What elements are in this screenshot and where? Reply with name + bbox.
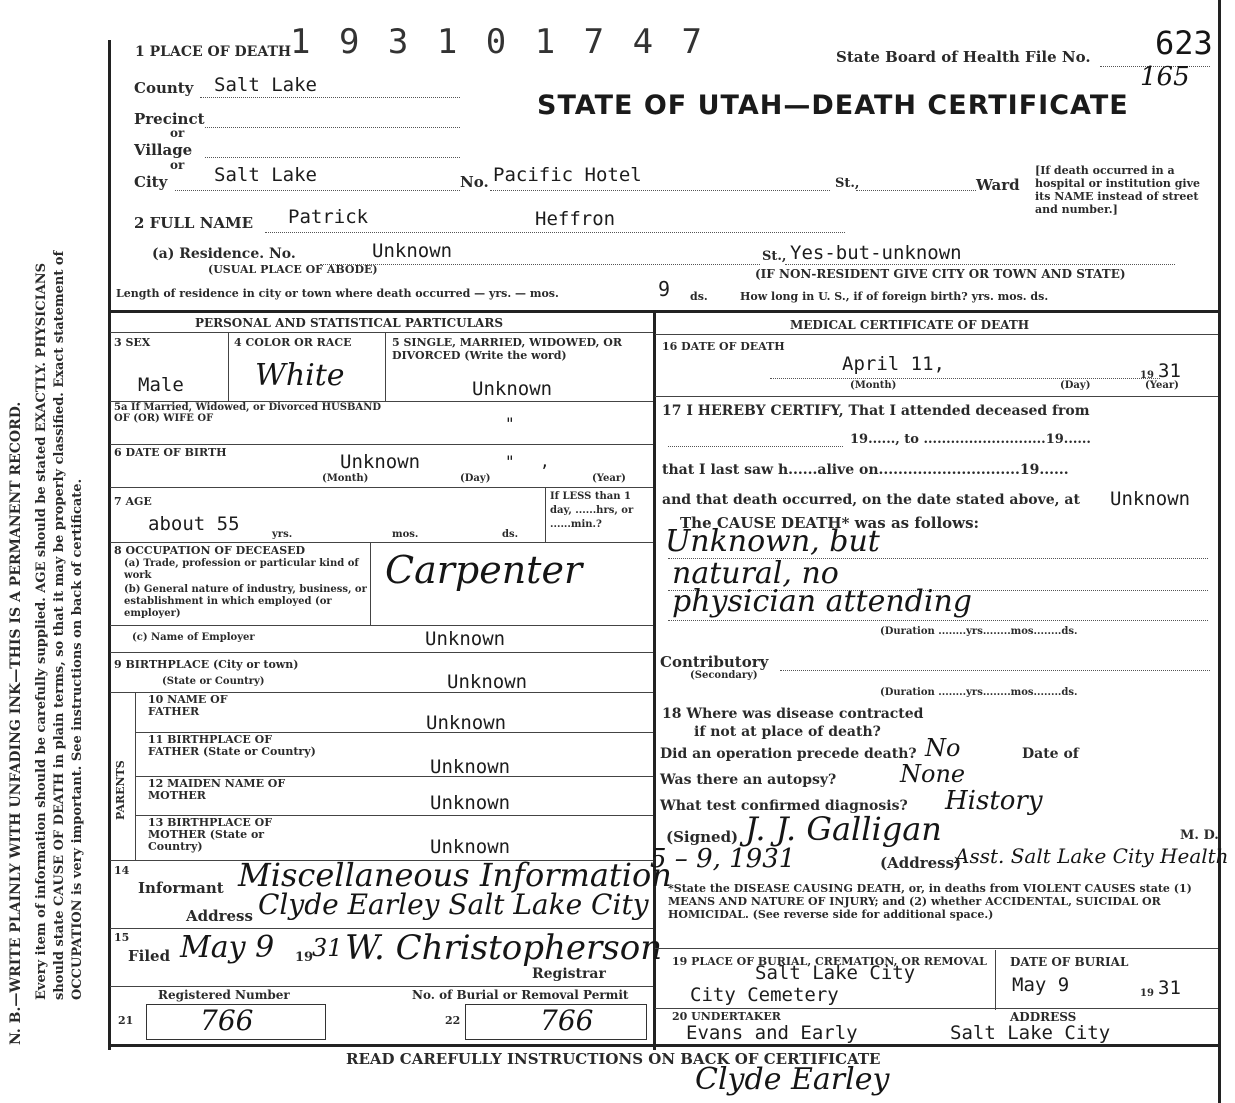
registered-number-label: Registered Number [158, 988, 290, 1002]
filed-date-value: May 9 [180, 930, 275, 965]
ward-label: Ward [976, 176, 1020, 194]
side-notice-line2: Every item of information should be carefully supplied. AGE should be stated EXACTLY. PHYSICIANS [34, 262, 49, 1000]
street-no-label: No. [460, 173, 489, 191]
spouse-label: 5a If Married, Widowed, or Divorced HUSBAND OF (OR) WIFE OF [114, 402, 382, 424]
side-notice-ink: N. B.—WRITE PLAINLY WITH UNFADING INK—THIS IS A PERMANENT RECORD. [8, 401, 24, 1045]
father-birthplace-label: 11 BIRTHPLACE OF FATHER (State or Country) [148, 733, 316, 758]
signed-date-value: 5 – 9, 1931 [650, 844, 796, 874]
full-name-label: 2 FULL NAME [134, 214, 254, 232]
bottom-border [108, 1044, 1220, 1047]
birthplace-value: Unknown [447, 671, 528, 693]
filed-year-value: 31 [312, 934, 343, 962]
footer-instructions: READ CAREFULLY INSTRUCTIONS ON BACK OF CERTIFICATE [346, 1050, 881, 1068]
personal-section-title: PERSONAL AND STATISTICAL PARTICULARS [195, 316, 504, 330]
burial-place-label: 19 PLACE OF BURIAL, CREMATION, OR REMOVAL [672, 955, 987, 968]
age-label: 7 AGE [114, 495, 152, 508]
signed-address-value: Asst. Salt Lake City Health [955, 844, 1229, 868]
residence-street-value: Yes-but-unknown [790, 242, 962, 264]
spouse-value: " [505, 414, 515, 433]
undertaker-address-value: Salt Lake City [950, 1022, 1111, 1044]
occupation-value: Carpenter [385, 548, 583, 592]
residence-number-value: Unknown [372, 240, 453, 262]
year-of-death-value: 31 [1158, 360, 1181, 382]
first-name-value: Patrick [288, 206, 369, 228]
medical-section-title: MEDICAL CERTIFICATE OF DEATH [790, 318, 1030, 332]
side-notice-line3: should state CAUSE OF DEATH in plain terms, so that it may be properly classified. Exact statement of [52, 250, 67, 1000]
test-value: History [945, 786, 1043, 816]
sex-label: 3 SEX [114, 336, 151, 349]
burial-date-label: DATE OF BURIAL [1010, 955, 1129, 969]
mother-birthplace-value: Unknown [430, 836, 511, 858]
undertaker-label: 20 UNDERTAKER [672, 1010, 781, 1023]
date-of-death-value: April 11, [842, 353, 945, 375]
employer-value: Unknown [425, 628, 506, 650]
death-occurred-label: and that death occurred, on the date stated above, at [662, 492, 1080, 508]
burial-year-value: 31 [1158, 977, 1181, 999]
operation-value: No [925, 734, 961, 762]
certify-label: 17 I HEREBY CERTIFY, That I attended deceased from [662, 403, 1090, 419]
sex-value: Male [138, 374, 184, 396]
informant-label: Informant [138, 879, 224, 897]
contributory-label: Contributory [660, 653, 769, 671]
place-of-death-label: 1 PLACE OF DEATH [135, 44, 292, 60]
burial-permit-label: No. of Burial or Removal Permit [412, 988, 629, 1002]
mother-value: Unknown [430, 792, 511, 814]
cause-line-1: Unknown, but [665, 524, 880, 559]
autopsy-value: None [900, 760, 966, 788]
right-border [1218, 0, 1221, 1103]
test-label: What test confirmed diagnosis? [660, 798, 908, 814]
stamp-number: 1 9 3 1 0 1 7 4 7 [290, 22, 706, 62]
precinct-label: Precinct [134, 110, 205, 128]
filed-label: Filed [128, 947, 171, 965]
left-border [108, 40, 111, 1050]
informant-value: Miscellaneous Information [238, 856, 672, 894]
length-days-value: 9 [658, 277, 671, 301]
registrar-signature: W. Christopherson [345, 928, 663, 968]
undertaker-value: Evans and Early [686, 1022, 858, 1044]
last-saw-label: that I last saw h......alive on.............................19...... [662, 462, 1069, 478]
registered-number-value: 766 [200, 1004, 254, 1037]
dob-value: Unknown [340, 451, 421, 473]
footer-signature: Clyde Earley [695, 1062, 890, 1097]
operation-label: Did an operation precede death? [660, 746, 917, 762]
certificate-title: STATE OF UTAH—DEATH CERTIFICATE [537, 90, 1129, 121]
hospital-note: [If death occurred in a hospital or institution give its NAME instead of street and number.] [1035, 164, 1200, 216]
county-value: Salt Lake [214, 74, 317, 96]
father-value: Unknown [426, 712, 507, 734]
employer-label: (c) Name of Employer [132, 632, 255, 643]
last-name-value: Heffron [535, 208, 616, 230]
marital-label: 5 SINGLE, MARRIED, WIDOWED, OR DIVORCED (Write the word) [392, 336, 623, 362]
file-number-sub: 165 [1140, 62, 1190, 92]
dob-label: 6 DATE OF BIRTH [114, 446, 227, 459]
marital-value: Unknown [472, 378, 553, 400]
age-value: about 55 [148, 513, 240, 535]
occupation-label: 8 OCCUPATION OF DECEASED [114, 544, 306, 557]
signed-address-label: (Address) [880, 854, 962, 872]
section-divider-top [108, 310, 1220, 313]
signed-value: J. J. Galligan [745, 810, 942, 848]
side-notice-line4: OCCUPATION is very important. See instructions on back of certificate. [70, 478, 85, 1000]
city-value: Salt Lake [214, 164, 317, 186]
registrar-label: Registrar [532, 966, 606, 982]
village-label: Village [134, 141, 193, 159]
street-address-value: Pacific Hotel [493, 164, 642, 186]
mother-birthplace-label: 13 BIRTHPLACE OF MOTHER (State or Country) [148, 816, 273, 853]
file-no-label: State Board of Health File No. [836, 48, 1091, 66]
father-label: 10 NAME OF FATHER [148, 693, 228, 718]
birthplace-label: 9 BIRTHPLACE (City or town) [114, 658, 299, 671]
undertaker-address-label: ADDRESS [1010, 1010, 1077, 1024]
burial-date-value: May 9 [1012, 974, 1070, 996]
signed-label: (Signed) [666, 828, 739, 846]
burial-place-value-1: Salt Lake City [755, 962, 916, 984]
parents-label: PARENTS [114, 760, 127, 820]
length-residence-label: Length of residence in city or town where death occurred — yrs. — mos. [116, 287, 559, 300]
cause-line-3: physician attending [672, 584, 972, 619]
file-number: 623 [1155, 24, 1213, 62]
cause-instruction-note: *State the DISEASE CAUSING DEATH, or, in deaths from VIOLENT CAUSES state (1) MEANS AND NATURE OF INJURY; and (2) whether ACCIDENTAL, SUICIDAL OR HOMICIDAL. (See reverse side for additional space.) [668, 882, 1192, 921]
color-value: White [255, 358, 345, 393]
color-label: 4 COLOR OR RACE [234, 336, 352, 349]
cause-label: The CAUSE DEATH* was as follows: [680, 514, 980, 532]
q18-label: 18 Where was disease contracted [662, 706, 924, 722]
informant-address-value: Clyde Earley Salt Lake City [258, 888, 649, 921]
mother-label: 12 MAIDEN NAME OF MOTHER [148, 777, 286, 802]
county-label: County [134, 79, 194, 97]
residence-label: (a) Residence. No. [152, 246, 296, 262]
date-of-death-label: 16 DATE OF DEATH [662, 340, 785, 353]
cause-line-2: natural, no [672, 556, 839, 591]
burial-place-value-2: City Cemetery [690, 984, 839, 1006]
city-label: City [134, 173, 168, 191]
burial-permit-value: 766 [540, 1004, 594, 1037]
autopsy-label: Was there an autopsy? [660, 772, 837, 788]
death-time-value: Unknown [1110, 488, 1191, 510]
less-than-day-label: If LESS than 1 day, ......hrs, or ......min.? [550, 491, 634, 530]
informant-address-label: Address [186, 907, 253, 925]
father-birthplace-value: Unknown [430, 756, 511, 778]
